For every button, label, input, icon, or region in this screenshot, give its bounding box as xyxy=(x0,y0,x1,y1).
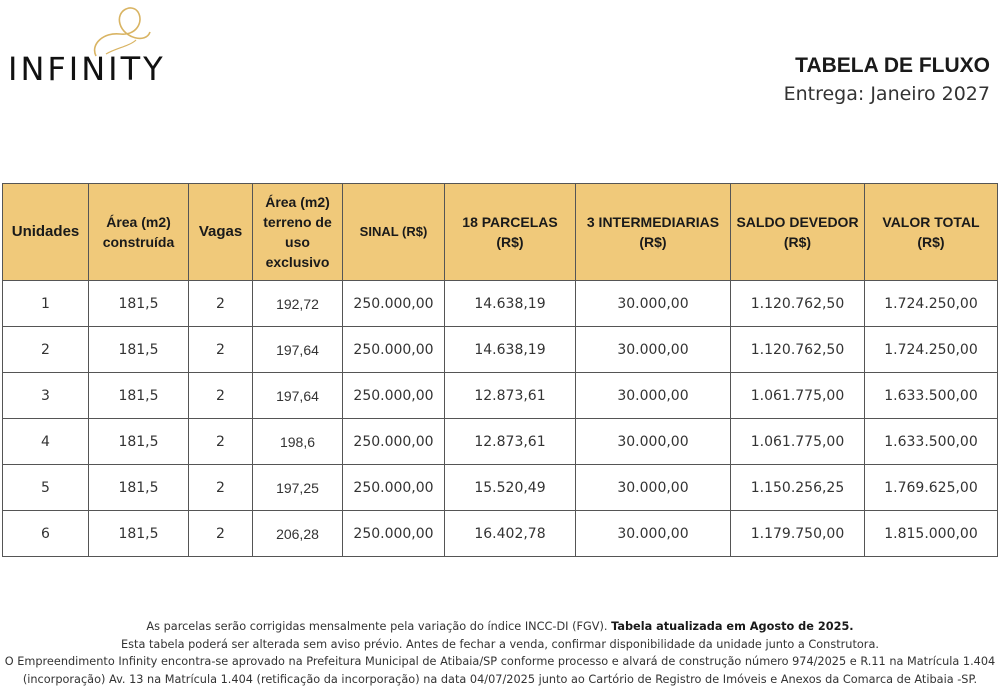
cell-area-terreno: 206,28 xyxy=(253,511,343,557)
col-header-saldo-devedor: SALDO DEVEDOR (R$) xyxy=(731,184,865,281)
cell-saldo-devedor: 1.061.775,00 xyxy=(731,373,865,419)
cell-area-construida: 181,5 xyxy=(89,327,189,373)
cell-unidade: 6 xyxy=(3,511,89,557)
cell-vagas: 2 xyxy=(189,419,253,465)
cell-unidade: 4 xyxy=(3,419,89,465)
cell-valor-total: 1.633.500,00 xyxy=(865,419,998,465)
cell-valor-total: 1.769.625,00 xyxy=(865,465,998,511)
cell-area-terreno: 198,6 xyxy=(253,419,343,465)
cell-vagas: 2 xyxy=(189,327,253,373)
cell-intermediarias: 30.000,00 xyxy=(576,281,731,327)
cell-sinal: 250.000,00 xyxy=(343,327,445,373)
cell-saldo-devedor: 1.150.256,25 xyxy=(731,465,865,511)
cell-area-terreno: 192,72 xyxy=(253,281,343,327)
cell-vagas: 2 xyxy=(189,281,253,327)
cell-parcelas: 15.520,49 xyxy=(445,465,576,511)
cell-parcelas: 16.402,78 xyxy=(445,511,576,557)
table-row xyxy=(3,419,998,465)
cell-unidade: 3 xyxy=(3,373,89,419)
cell-intermediarias: 30.000,00 xyxy=(576,327,731,373)
cell-sinal: 250.000,00 xyxy=(343,419,445,465)
cell-intermediarias: 30.000,00 xyxy=(576,419,731,465)
cell-saldo-devedor: 1.061.775,00 xyxy=(731,419,865,465)
table-row xyxy=(3,281,998,327)
cell-saldo-devedor: 1.179.750,00 xyxy=(731,511,865,557)
cell-area-terreno: 197,64 xyxy=(253,373,343,419)
table-row xyxy=(3,373,998,419)
cell-sinal: 250.000,00 xyxy=(343,465,445,511)
brand-logo xyxy=(8,4,198,88)
cell-sinal: 250.000,00 xyxy=(343,373,445,419)
table-row xyxy=(3,465,998,511)
cell-intermediarias: 30.000,00 xyxy=(576,511,731,557)
table-row xyxy=(3,511,998,557)
cell-area-construida: 181,5 xyxy=(89,511,189,557)
cell-valor-total: 1.724.250,00 xyxy=(865,281,998,327)
cell-saldo-devedor: 1.120.762,50 xyxy=(731,327,865,373)
footer-notes xyxy=(0,618,1000,688)
brand-logo-text: INFINITY xyxy=(8,50,166,88)
cell-area-construida: 181,5 xyxy=(89,465,189,511)
cell-area-terreno: 197,64 xyxy=(253,327,343,373)
cell-unidade: 1 xyxy=(3,281,89,327)
price-table xyxy=(2,183,998,557)
cell-valor-total: 1.633.500,00 xyxy=(865,373,998,419)
cell-sinal: 250.000,00 xyxy=(343,281,445,327)
cell-vagas: 2 xyxy=(189,465,253,511)
cell-parcelas: 12.873,61 xyxy=(445,419,576,465)
cell-saldo-devedor: 1.120.762,50 xyxy=(731,281,865,327)
cell-parcelas: 12.873,61 xyxy=(445,373,576,419)
col-header-area-terreno: Área (m2) terreno de uso exclusivo xyxy=(253,184,343,281)
footer-line-4: (incorporação) Av. 13 na Matrícula 1.404 (retificação da incorporação) na data 04/07/2025 junto ao Cartório de Registro de Imóveis e Anexos da Comarca de Atibaia -SP. xyxy=(22,672,978,686)
cell-area-terreno: 197,25 xyxy=(253,465,343,511)
cell-unidade: 5 xyxy=(3,465,89,511)
page-header xyxy=(784,54,990,105)
footer-line-3: O Empreendimento Infinity encontra-se aprovado na Prefeitura Municipal de Atibaia/SP conforme processo e alvará de construção número 974/2025 e R.11 na Matrícula 1.404 xyxy=(4,655,996,668)
cell-valor-total: 1.815.000,00 xyxy=(865,511,998,557)
cell-valor-total: 1.724.250,00 xyxy=(865,327,998,373)
cell-intermediarias: 30.000,00 xyxy=(576,373,731,419)
col-header-vagas: Vagas xyxy=(189,184,253,281)
footer-correction-note: As parcelas serão corrigidas mensalmente pela variação do índice INCC-DI (FGV). xyxy=(146,620,612,633)
col-header-parcelas: 18 PARCELAS (R$) xyxy=(445,184,576,281)
col-header-area-construida: Área (m2) construída xyxy=(89,184,189,281)
cell-vagas: 2 xyxy=(189,511,253,557)
cell-sinal: 250.000,00 xyxy=(343,511,445,557)
page-title: TABELA DE FLUXO xyxy=(795,54,990,77)
cell-unidade: 2 xyxy=(3,327,89,373)
table-header-row xyxy=(3,184,998,281)
col-header-valor-total: VALOR TOTAL (R$) xyxy=(865,184,998,281)
delivery-date: Entrega: Janeiro 2027 xyxy=(783,83,990,105)
footer-line-2: Esta tabela poderá ser alterada sem aviso prévio. Antes de fechar a venda, confirmar disponibilidade da unidade junto a Construtora. xyxy=(121,637,879,651)
col-header-sinal: SINAL (R$) xyxy=(343,184,445,281)
cell-parcelas: 14.638,19 xyxy=(445,281,576,327)
cell-vagas: 2 xyxy=(189,373,253,419)
footer-line-1 xyxy=(0,618,1000,636)
cell-parcelas: 14.638,19 xyxy=(445,327,576,373)
footer-update-date: Tabela atualizada em Agosto de 2025. xyxy=(611,620,854,633)
cell-area-construida: 181,5 xyxy=(89,419,189,465)
cell-intermediarias: 30.000,00 xyxy=(576,465,731,511)
cell-area-construida: 181,5 xyxy=(89,373,189,419)
col-header-unidades: Unidades xyxy=(3,184,89,281)
table-row xyxy=(3,327,998,373)
cell-area-construida: 181,5 xyxy=(89,281,189,327)
col-header-intermediarias: 3 INTERMEDIARIAS (R$) xyxy=(576,184,731,281)
